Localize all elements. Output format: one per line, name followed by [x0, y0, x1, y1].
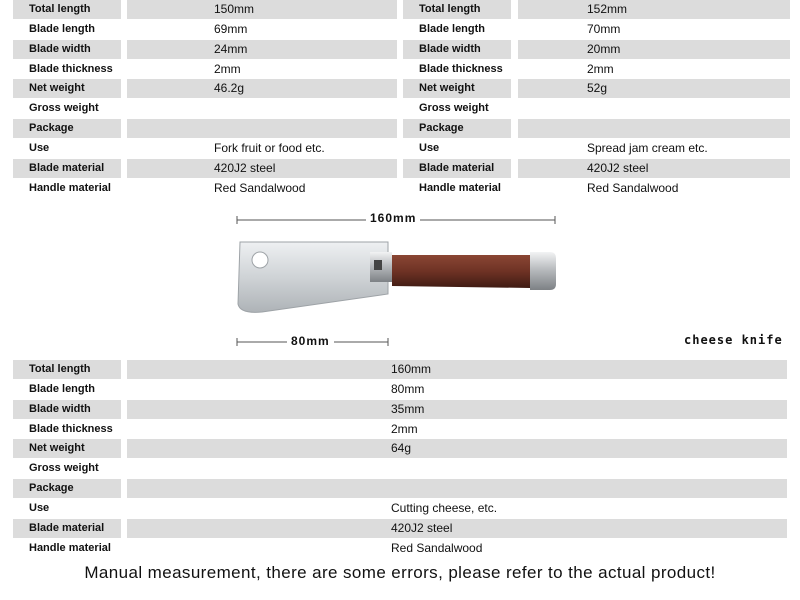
spec-label: Net weight: [13, 439, 121, 458]
spec-row: [0, 99, 400, 118]
spec-row: [390, 0, 800, 19]
spec-row: [390, 40, 800, 59]
spec-label: Handle material: [29, 182, 111, 194]
spec-value: 420J2 steel: [518, 159, 790, 178]
spec-row: [0, 459, 800, 478]
spec-value: 2mm: [214, 62, 241, 76]
blade-hole: [252, 252, 268, 268]
spec-row: [390, 139, 800, 158]
spec-value: 52g: [518, 79, 790, 98]
spec-row: [0, 420, 800, 439]
spec-value: 70mm: [587, 22, 621, 36]
spec-value: 24mm: [127, 40, 397, 59]
spec-value: 152mm: [518, 0, 790, 19]
spec-row: [0, 380, 800, 399]
bottom-spec-table: [0, 360, 800, 560]
spec-value: 64g: [127, 439, 787, 458]
spec-label: Package: [13, 119, 121, 138]
left-spec-table: [0, 0, 400, 200]
spec-value: 420J2 steel: [127, 519, 787, 538]
spec-label: Package: [13, 479, 121, 498]
spec-row: [0, 519, 800, 538]
spec-value: 20mm: [518, 40, 790, 59]
logo-mark: [374, 260, 382, 270]
spec-label: Handle material: [419, 182, 501, 194]
spec-label: Blade material: [13, 519, 121, 538]
spec-row: [390, 99, 800, 118]
spec-label: Net weight: [403, 79, 511, 98]
spec-row: [0, 40, 400, 59]
spec-label: Blade length: [29, 383, 96, 395]
spec-row: [0, 20, 400, 39]
spec-row: [0, 119, 400, 138]
spec-value: Fork fruit or food etc.: [214, 141, 325, 155]
spec-value: 69mm: [214, 22, 248, 36]
spec-label: Blade thickness: [29, 423, 113, 435]
spec-label: Total length: [403, 0, 511, 19]
spec-value: Spread jam cream etc.: [587, 141, 708, 155]
spec-label: Blade length: [29, 23, 96, 35]
spec-row: [0, 479, 800, 498]
spec-row: [0, 0, 400, 19]
knife-caption: cheese knife: [684, 333, 783, 347]
spec-value: [127, 119, 397, 138]
spec-value: [518, 119, 790, 138]
spec-value: 2mm: [391, 422, 418, 436]
spec-row: [0, 360, 800, 379]
spec-label: Blade material: [13, 159, 121, 178]
spec-row: [0, 499, 800, 518]
spec-label: Use: [419, 142, 440, 154]
spec-value: [127, 479, 787, 498]
spec-label: Total length: [13, 0, 121, 19]
spec-label: Blade material: [403, 159, 511, 178]
blade-length-label: 80mm: [287, 334, 334, 348]
spec-value: 80mm: [391, 382, 425, 396]
right-spec-table: [390, 0, 800, 200]
spec-label: Net weight: [13, 79, 121, 98]
spec-value: Red Sandalwood: [587, 181, 679, 195]
spec-label: Use: [29, 502, 50, 514]
spec-value: 35mm: [127, 400, 787, 419]
spec-value: 150mm: [127, 0, 397, 19]
spec-label: Gross weight: [419, 102, 489, 114]
spec-row: [0, 179, 400, 198]
spec-row: [0, 159, 400, 178]
spec-label: Handle material: [29, 542, 111, 554]
spec-label: Blade width: [13, 40, 121, 59]
spec-value: 420J2 steel: [127, 159, 397, 178]
spec-value: 2mm: [587, 62, 614, 76]
spec-label: Gross weight: [29, 102, 99, 114]
spec-row: [390, 79, 800, 98]
spec-label: Use: [29, 142, 50, 154]
spec-value: 46.2g: [127, 79, 397, 98]
spec-label: Gross weight: [29, 462, 99, 474]
spec-label: Blade thickness: [419, 63, 503, 75]
spec-row: [0, 400, 800, 419]
spec-row: [390, 159, 800, 178]
spec-value: [127, 459, 787, 478]
spec-row: [390, 119, 800, 138]
total-length-label: 160mm: [366, 211, 420, 225]
spec-value: Red Sandalwood: [391, 541, 483, 555]
spec-label: Blade width: [13, 400, 121, 419]
spec-row: [0, 139, 400, 158]
spec-row: [0, 79, 400, 98]
spec-row: [0, 539, 800, 558]
disclaimer-note: Manual measurement, there are some errors, please refer to the actual product!: [84, 563, 716, 582]
spec-value: Red Sandalwood: [214, 181, 306, 195]
spec-row: [0, 60, 400, 79]
spec-row: [390, 179, 800, 198]
spec-value: Cutting cheese, etc.: [391, 501, 498, 515]
spec-label: Blade thickness: [29, 63, 113, 75]
spec-label: Blade length: [419, 23, 486, 35]
spec-label: Total length: [13, 360, 121, 379]
spec-label: Blade width: [403, 40, 511, 59]
knife-handle: [392, 255, 530, 288]
spec-row: [0, 439, 800, 458]
spec-value: [127, 99, 397, 118]
spec-row: [390, 60, 800, 79]
spec-row: [390, 20, 800, 39]
spec-label: Package: [403, 119, 511, 138]
spec-value: [518, 99, 790, 118]
handle-end-cap: [530, 252, 556, 290]
spec-value: 160mm: [127, 360, 787, 379]
